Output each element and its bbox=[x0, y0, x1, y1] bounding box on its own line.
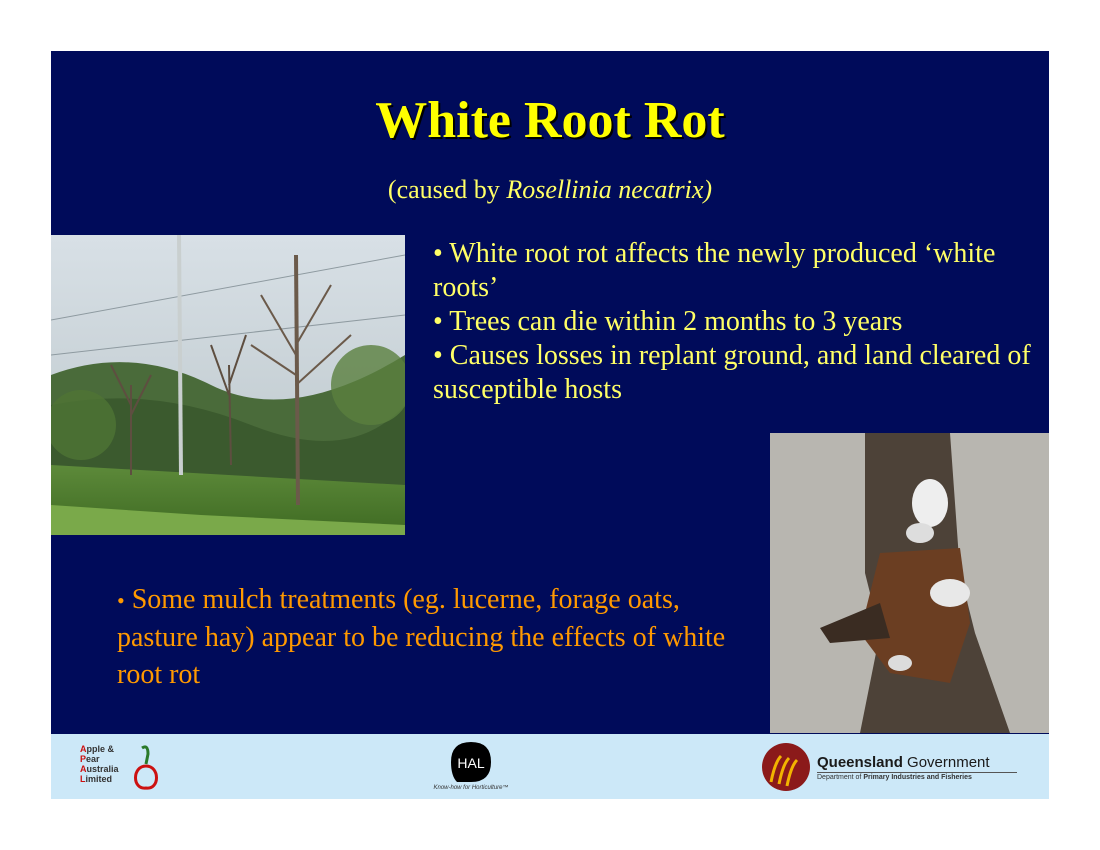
qld-crest-icon bbox=[761, 742, 811, 792]
bullet-item: • Causes losses in replant ground, and land cleared of susceptible hosts bbox=[433, 340, 1031, 405]
hal-emblem-icon bbox=[421, 740, 521, 784]
apal-wordmark: Apple & Pear Australia Limited bbox=[80, 744, 119, 784]
logo-footer bbox=[51, 734, 1049, 799]
root-photo bbox=[770, 433, 1049, 733]
bullet-item: • White root rot affects the newly produced ‘white roots’ bbox=[433, 238, 996, 303]
mulch-bullet: • bbox=[117, 588, 125, 613]
slide bbox=[51, 51, 1049, 799]
mulch-note bbox=[117, 581, 757, 693]
slide-title: White Root Rot bbox=[375, 92, 725, 149]
bullet-item: • Trees can die within 2 months to 3 years bbox=[433, 306, 903, 337]
slide-subtitle bbox=[51, 175, 1049, 205]
hal-label: HAL bbox=[457, 755, 485, 771]
qld-name: Queensland Government bbox=[817, 754, 990, 771]
mulch-text: Some mulch treatments (eg. lucerne, forage oats, pasture hay) appear to be reducing the effects of white root rot bbox=[117, 584, 726, 690]
orchard-photo bbox=[51, 235, 405, 535]
apal-logo bbox=[80, 744, 170, 794]
apple-pear-icon bbox=[128, 744, 164, 792]
hal-tagline: Know-how for Horticulture™ bbox=[433, 785, 509, 791]
subtitle-prefix: (caused by bbox=[387, 175, 507, 204]
hal-logo bbox=[421, 740, 521, 796]
divider bbox=[817, 772, 1017, 773]
subtitle-species: Rosellinia necatrix) bbox=[506, 175, 713, 204]
qld-government-logo bbox=[761, 742, 1031, 794]
qld-department: Department of Primary Industries and Fisheries bbox=[817, 774, 972, 781]
bullet-list bbox=[433, 237, 1033, 407]
